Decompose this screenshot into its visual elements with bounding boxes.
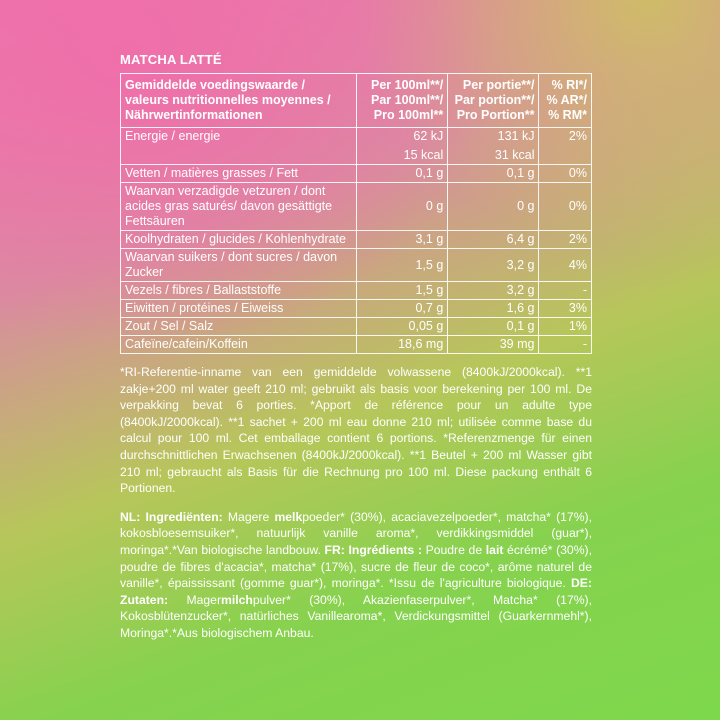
header-per-100ml: Per 100ml**/ Par 100ml**/ Pro 100ml** <box>357 74 448 128</box>
header-per-portion: Per portie**/ Par portion**/ Pro Portion** <box>448 74 539 128</box>
table-row-protein: Eiwitten / protéines / Eiweiss 0,7 g 1,6 g 3% <box>121 300 592 318</box>
table-row-carbohydrates: Koolhydraten / glucides / Kohlenhydrate 3,1 g 6,4 g 2% <box>121 231 592 249</box>
nutrition-panel <box>120 52 590 642</box>
table-row-fat: Vetten / matières grasses / Fett 0,1 g 0,1 g 0% <box>121 165 592 183</box>
ingredients-de-label: DE: Zutaten: <box>120 576 592 607</box>
ingredients-fr-label: FR: Ingrédients : <box>324 542 422 557</box>
ingredients-nl-label: NL: Ingrediënten: <box>120 509 223 524</box>
table-header-row <box>121 74 592 128</box>
footnote-text: *RI-Referentie-inname van een gemiddelde volwassene (8400kJ/2000kcal). **1 zakje+200 ml water geeft 210 ml; gebruikt als basis voor berekening per 100 ml. De verpakking bevat 6 porties. *Apport de référence pour un adulte type (8400kJ/2000kcal). **1 sachet + 200 ml eau donne 210 ml; utilisée comme base du calcul pour 100 ml. Cet emballage contient 6 portions. *Referenzmenge für einen durchschnittlichen Erwachsenen (8400kJ/2000kcal). **1 Beutel + 200 ml Wasser gibt 210 ml; gebraucht als Basis für die Rechnung pro 100 ml. Diese packung enthält 6 Portionen. <box>120 365 592 496</box>
table-row-sugars: Waarvan suikers / dont sucres / davon Zucker 1,5 g 3,2 g 4% <box>121 249 592 282</box>
table-row-fibres: Vezels / fibres / Ballaststoffe 1,5 g 3,2 g - <box>121 282 592 300</box>
table-row-caffeine: Cafeïne/cafein/Koffein 18,6 mg 39 mg - <box>121 336 592 354</box>
table-row-saturated-fat: Waarvan verzadigde vetzuren / dont acides gras saturés/ davon gesättigte Fettsäuren 0 g 0 g 0% <box>121 183 592 231</box>
table-row-energy: Energie / energie 62 kJ 15 kcal 131 kJ 31 kcal 2% <box>121 128 592 165</box>
table-row-salt: Zout / Sel / Salz 0,05 g 0,1 g 1% <box>121 318 592 336</box>
ingredients-text: NL: Ingrediënten: Magere melkpoeder* (30%), acaciavezelpoeder*, matcha* (17%), kokosbloesemsuiker*, natuurlijk vanille aroma*, verdikkingsmiddel (guar*), moringa*.*Van biologische landbouw. FR: Ingrédients : Poudre de lait écrémé* (30%), poudre de fibres d'acacia*, matcha* (17%), sucre de fleur de coco*, arôme naturel de vanille*, épaississant (gomme guar*), moringa*. *Issu de l'agriculture biologique. DE: Zutaten: Magermilchpulver* (30%), Akazienfaserpulver*, Matcha* (17%), Kokosblütenzucker*, natürliches Vanillearoma*, Verdickungsmittel (Guarkernmehl*), Moringa*.*Aus biologischem Anbau. <box>120 509 592 640</box>
product-title: MATCHA LATTÉ <box>120 52 222 67</box>
header-nutrient: Gemiddelde voedingswaarde / valeurs nutritionnelles moyennes / Nährwertinformationen <box>121 74 357 128</box>
header-ri: % RI*/ % AR*/ % RM* <box>539 74 592 128</box>
nutrition-table <box>120 73 592 354</box>
